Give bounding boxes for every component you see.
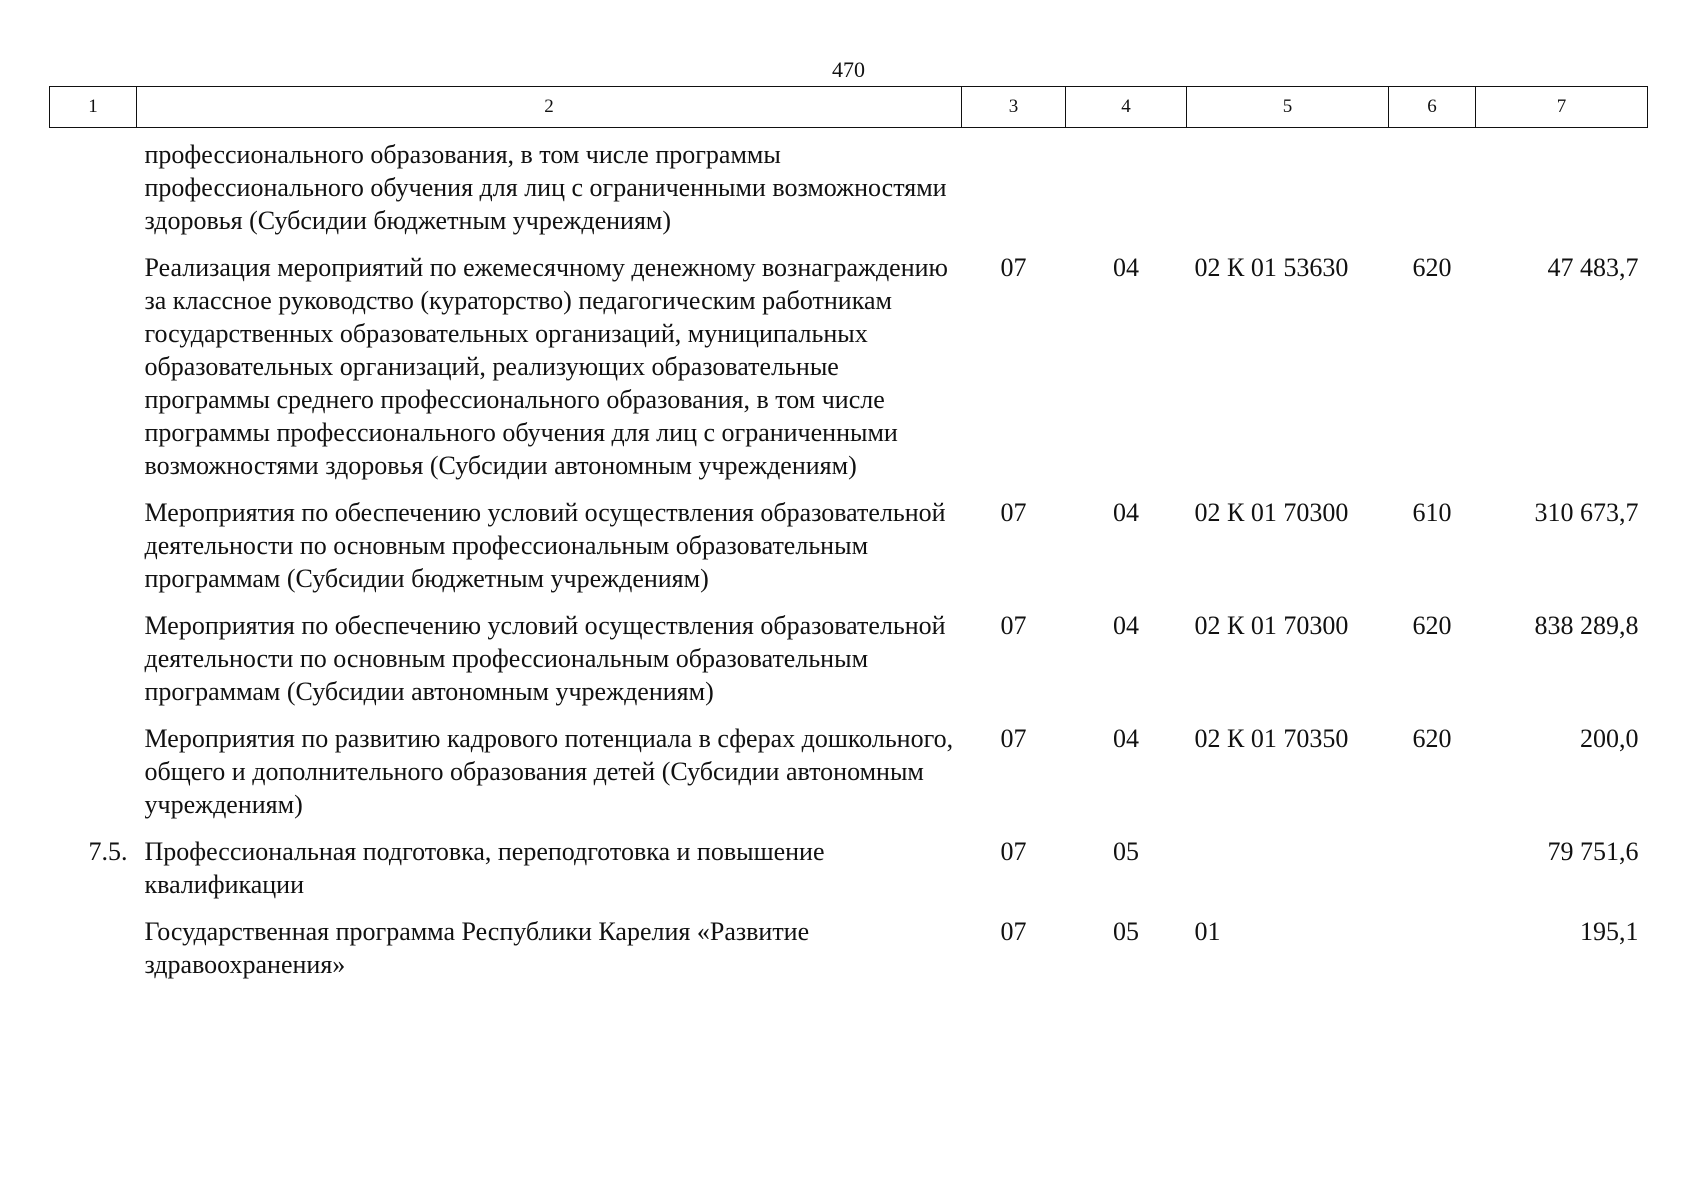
row-target-code: 02 К 01 70300 bbox=[1194, 611, 1349, 640]
table-body bbox=[50, 128, 1648, 982]
row-section: 07 bbox=[1000, 253, 1027, 282]
row-subsection bbox=[1066, 128, 1187, 238]
row-section: 07 bbox=[1000, 917, 1027, 946]
row-subsection: 04 bbox=[1113, 724, 1139, 753]
row-description: Мероприятия по обеспечению условий осуществления образовательной деятельности по основным профессиональным образовательным программам (Субсидии автономным учреждениям) bbox=[144, 611, 946, 706]
row-amount: 200,0 bbox=[1580, 724, 1639, 753]
row-amount bbox=[1476, 128, 1648, 238]
header-col-3: 3 bbox=[962, 87, 1066, 128]
row-section bbox=[962, 128, 1066, 238]
table-row bbox=[50, 595, 1648, 708]
row-section: 07 bbox=[1000, 498, 1027, 527]
row-subsection: 04 bbox=[1113, 611, 1139, 640]
budget-table bbox=[49, 86, 1648, 981]
row-section: 07 bbox=[1000, 837, 1027, 866]
row-section: 07 bbox=[1000, 611, 1027, 640]
row-expense-type: 620 bbox=[1412, 253, 1452, 282]
header-col-7: 7 bbox=[1476, 87, 1648, 128]
table-row bbox=[50, 237, 1648, 482]
row-amount: 195,1 bbox=[1580, 917, 1639, 946]
row-expense-type: 620 bbox=[1412, 724, 1452, 753]
table-row bbox=[50, 128, 1648, 238]
row-amount: 47 483,7 bbox=[1547, 253, 1639, 282]
row-number: 7.5. bbox=[88, 837, 128, 866]
row-target-code: 02 К 01 53630 bbox=[1194, 253, 1349, 282]
row-expense-type: 620 bbox=[1412, 611, 1452, 640]
table-row bbox=[50, 708, 1648, 821]
row-number bbox=[50, 128, 137, 238]
row-target-code bbox=[1187, 128, 1389, 238]
row-number bbox=[50, 901, 137, 981]
row-subsection: 05 bbox=[1113, 917, 1139, 946]
row-target-code bbox=[1187, 821, 1389, 901]
header-row bbox=[50, 87, 1648, 128]
row-number bbox=[50, 708, 137, 821]
header-col-5: 5 bbox=[1187, 87, 1389, 128]
page-number: 470 bbox=[832, 57, 865, 82]
row-description: Профессиональная подготовка, переподготовка и повышение квалификации bbox=[144, 837, 825, 899]
table-row bbox=[50, 901, 1648, 981]
header-col-6: 6 bbox=[1389, 87, 1476, 128]
row-subsection: 04 bbox=[1113, 498, 1139, 527]
row-description: профессионального образования, в том числе программы профессионального обучения для лиц с ограниченными возможностями здоровья (Субсидии бюджетным учреждениям) bbox=[144, 140, 947, 235]
row-target-code: 02 К 01 70300 bbox=[1194, 498, 1349, 527]
table-row bbox=[50, 482, 1648, 595]
row-target-code: 02 К 01 70350 bbox=[1194, 724, 1349, 753]
row-amount: 838 289,8 bbox=[1534, 611, 1639, 640]
table-row bbox=[50, 821, 1648, 901]
row-expense-type bbox=[1389, 128, 1476, 238]
row-description: Мероприятия по обеспечению условий осуществления образовательной деятельности по основным профессиональным образовательным программам (Субсидии бюджетным учреждениям) bbox=[144, 498, 946, 593]
row-amount: 79 751,6 bbox=[1547, 837, 1639, 866]
header-col-2: 2 bbox=[137, 87, 962, 128]
header-col-4: 4 bbox=[1066, 87, 1187, 128]
row-description: Мероприятия по развитию кадрового потенциала в сферах дошкольного, общего и дополнительного образования детей (Субсидии автономным учреждениям) bbox=[144, 724, 954, 819]
table-header bbox=[50, 87, 1648, 128]
row-amount: 310 673,7 bbox=[1534, 498, 1639, 527]
row-target-code: 01 bbox=[1194, 917, 1221, 946]
row-subsection: 04 bbox=[1113, 253, 1139, 282]
row-number bbox=[50, 482, 137, 595]
row-expense-type: 610 bbox=[1412, 498, 1452, 527]
row-expense-type bbox=[1389, 901, 1476, 981]
row-expense-type bbox=[1389, 821, 1476, 901]
header-col-1: 1 bbox=[50, 87, 137, 128]
row-section: 07 bbox=[1000, 724, 1027, 753]
row-subsection: 05 bbox=[1113, 837, 1139, 866]
row-number bbox=[50, 237, 137, 482]
row-description: Реализация мероприятий по ежемесячному денежному вознаграждению за классное руководство (кураторство) педагогическим работникам государственных образовательных организаций, муниципальных образовательных организаций, реализующих образовательные программы среднего профессионального образования, в том числе программы профессионального обучения для лиц с ограниченными возможностями здоровья (Субсидии автономным учреждениям) bbox=[144, 253, 948, 480]
row-number bbox=[50, 595, 137, 708]
row-description: Государственная программа Республики Карелия «Развитие здравоохранения» bbox=[144, 917, 810, 979]
